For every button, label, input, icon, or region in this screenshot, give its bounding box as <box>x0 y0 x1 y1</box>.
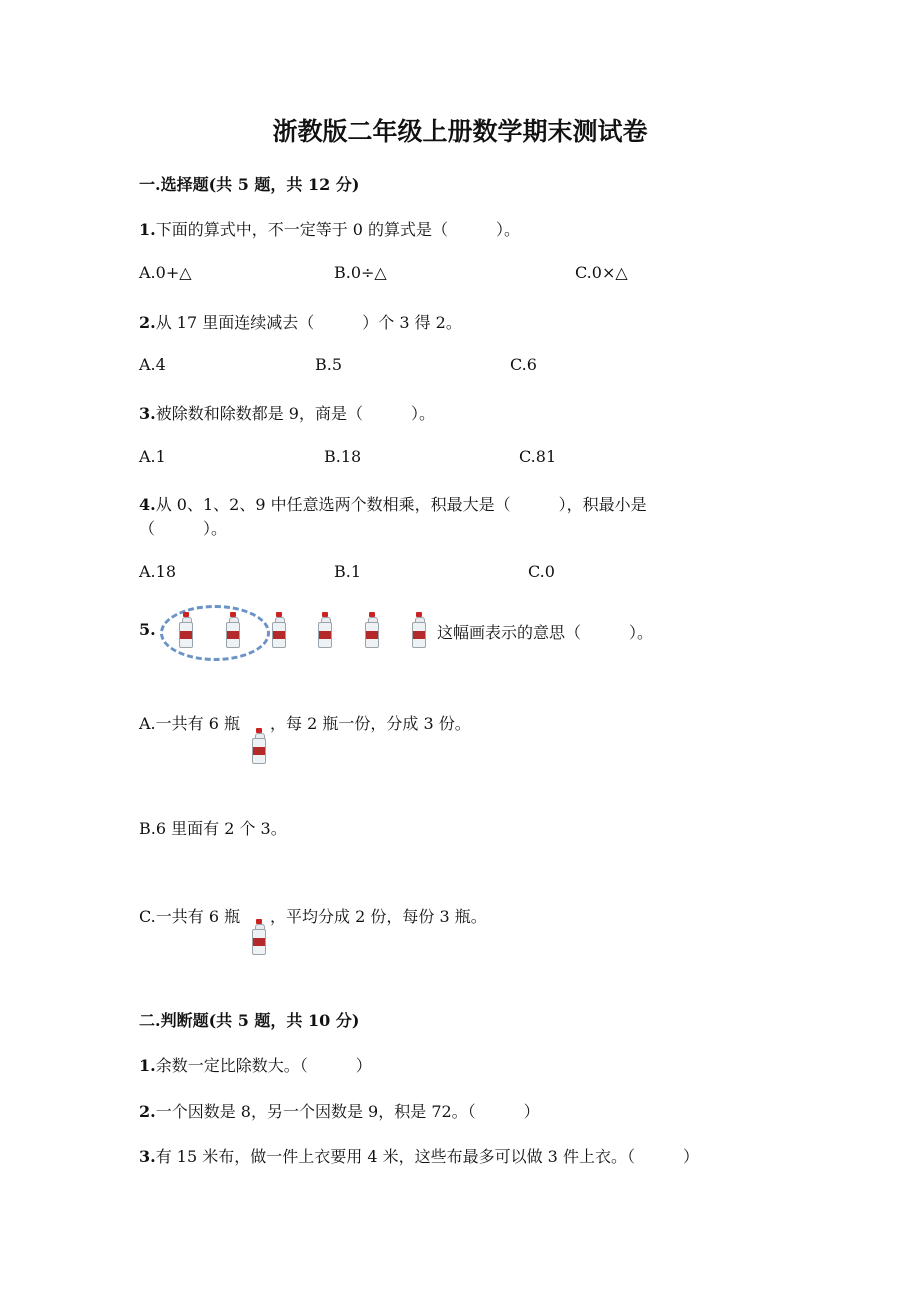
question-number: 1. <box>139 1056 156 1075</box>
judge-question-3 <box>139 1144 699 1167</box>
option-a: A.18 <box>139 562 176 581</box>
question-number: 3. <box>139 404 156 423</box>
judge-question-2 <box>139 1099 540 1122</box>
question-text: 一个因数是 8，另一个因数是 9，积是 72。（ ） <box>155 1102 540 1121</box>
question-text: 下面的算式中，不一定等于 0 的算式是（ ）。 <box>155 220 521 239</box>
question-5-number <box>139 620 156 639</box>
section-heading-choice: 一.选择题(共 5 题，共 12 分) <box>139 175 360 194</box>
water-bottle-icon <box>179 612 193 648</box>
dashed-oval-group <box>160 605 270 661</box>
question-text: 余数一定比除数大。（ ） <box>155 1056 372 1075</box>
question-number: 3. <box>139 1147 156 1166</box>
option-c: C.81 <box>519 447 557 466</box>
option-a: A.0+△ <box>139 263 192 282</box>
option-c: C.0 <box>528 562 555 581</box>
page-title: 浙教版二年级上册数学期末测试卷 <box>272 117 648 146</box>
option-b: B.0÷△ <box>334 263 387 282</box>
option-a: A.一共有 6 瓶 <box>139 714 240 733</box>
option-b: B.5 <box>315 355 343 374</box>
option-c: C.6 <box>510 355 537 374</box>
question-4 <box>139 492 647 515</box>
water-bottle-icon <box>318 612 332 648</box>
option-a-continued: ，每 2 瓶一份，分成 3 份。 <box>270 714 471 733</box>
section-heading-judgement: 二.判断题(共 5 题，共 10 分) <box>139 1011 360 1030</box>
question-text: 被除数和除数都是 9，商是（ ）。 <box>155 404 435 423</box>
question-text: 这幅画表示的意思（ ）。 <box>437 623 654 642</box>
question-number: 2. <box>139 313 156 332</box>
water-bottle-icon <box>252 919 266 955</box>
question-number: 1. <box>139 220 156 239</box>
question-3 <box>139 401 435 424</box>
question-2 <box>139 310 462 333</box>
option-a: A.4 <box>139 355 166 374</box>
option-b: B.18 <box>324 447 362 466</box>
option-c: C.一共有 6 瓶 <box>139 907 241 926</box>
water-bottle-icon <box>252 728 266 764</box>
question-number: 5. <box>139 620 156 639</box>
question-text: 有 15 米布，做一件上衣要用 4 米，这些布最多可以做 3 件上衣。（ ） <box>155 1147 699 1166</box>
water-bottle-icon <box>412 612 426 648</box>
judge-question-1 <box>139 1053 372 1076</box>
question-text: 从 17 里面连续减去（ ）个 3 得 2。 <box>155 313 462 332</box>
question-1 <box>139 217 520 240</box>
question-number: 2. <box>139 1102 156 1121</box>
option-b: B.1 <box>334 562 362 581</box>
option-c: C.0×△ <box>575 263 628 282</box>
option-b: B.6 里面有 2 个 3。 <box>139 819 287 838</box>
water-bottle-icon <box>226 612 240 648</box>
water-bottle-icon <box>365 612 379 648</box>
option-a: A.1 <box>139 447 166 466</box>
question-number: 4. <box>139 495 156 514</box>
question-4-continued: （ ）。 <box>139 519 228 538</box>
option-c-continued: ，平均分成 2 份，每份 3 瓶。 <box>270 907 487 926</box>
water-bottle-icon <box>272 612 286 648</box>
question-text: 从 0、1、2、9 中任意选两个数相乘，积最大是（ ），积最小是 <box>155 495 647 514</box>
